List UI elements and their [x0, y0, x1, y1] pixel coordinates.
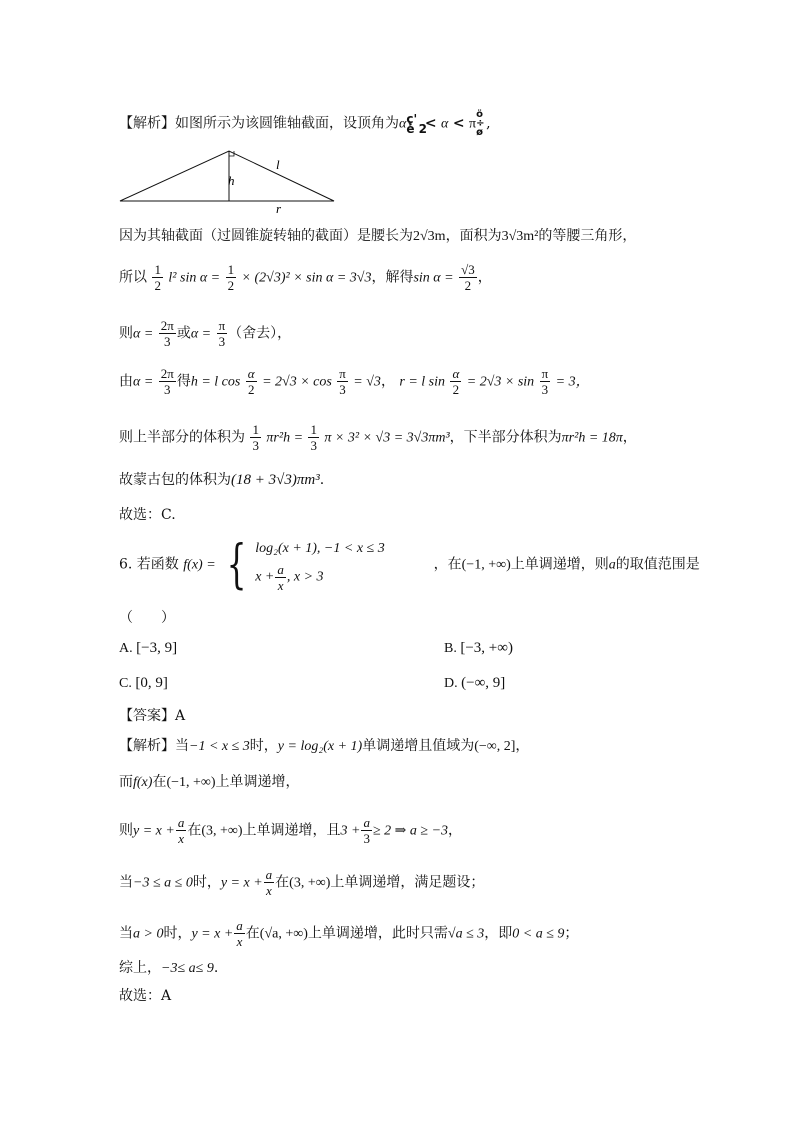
- frac-den: 2: [464, 278, 472, 293]
- frac-num: a: [177, 815, 185, 830]
- line2-text-a: 所以: [119, 269, 147, 286]
- frac-num: π: [541, 366, 549, 381]
- frac-den: 2: [247, 382, 255, 397]
- frac-a-3: [361, 815, 372, 846]
- frac-alpha-2: [246, 366, 257, 397]
- sol5-l: 0 < a ≤ 9: [512, 926, 565, 942]
- line5-math-d: πr²h =: [266, 430, 304, 446]
- sol4-g: 在: [275, 874, 290, 891]
- piecewise-function: [220, 536, 385, 593]
- line2-math-d: l² sin α =: [168, 270, 221, 286]
- case-1: log₂(x + 1), −1 < x ≤ 3: [255, 541, 385, 556]
- case2-b: , x > 3: [286, 569, 324, 585]
- option-b[interactable]: [444, 640, 513, 657]
- intro-line: [119, 110, 491, 137]
- line5-text-h: ，下半部分体积为: [449, 429, 562, 446]
- sol3-l: ，: [448, 822, 463, 839]
- frac-2pi-3-b: [159, 366, 176, 397]
- sol2-d: (−1, +∞): [166, 775, 216, 790]
- frac-num: 2π: [160, 318, 174, 333]
- line1-text-a: 因为其轴截面（过圆锥旋转轴的截面）是腰长为: [119, 228, 413, 244]
- line1-math-d: 3√3m²: [501, 229, 539, 244]
- q6-tail: ，在: [433, 556, 462, 573]
- frac-num: π: [218, 318, 226, 333]
- option-c[interactable]: [119, 675, 168, 692]
- frac-den: x: [236, 934, 243, 949]
- line4-text-m: ，: [380, 373, 395, 390]
- solution-line-7: 故选：A: [119, 988, 172, 1004]
- intro-text: 如图所示为该圆锥轴截面，设顶角为: [175, 115, 399, 132]
- option-d[interactable]: [444, 675, 505, 692]
- sol1-e: 单调递增且值域为: [362, 738, 475, 754]
- frac-den: 3: [164, 382, 171, 397]
- label-h: h: [228, 173, 235, 188]
- line4-text-a: 由: [119, 373, 133, 390]
- less-than-2: <: [452, 115, 465, 132]
- sol3-k: ≥ 2 ⇒ a ≥ −3: [372, 823, 449, 839]
- q6-tail2: 上单调递增，则: [510, 556, 609, 573]
- piecewise-cases: [255, 536, 385, 593]
- frac-den: 3: [310, 438, 317, 453]
- frac-num: π: [339, 366, 346, 381]
- alpha-symbol-2: α: [441, 116, 449, 132]
- solution-line-3: [119, 815, 462, 846]
- sol4-d: y = x +: [220, 875, 263, 891]
- para-line-5: [119, 422, 637, 453]
- case-2: [255, 562, 385, 593]
- line4-math-f: h = l cos: [190, 374, 241, 390]
- sol5-h: (√a, +∞): [259, 926, 308, 942]
- sol4-h: (3, +∞): [289, 875, 331, 891]
- frac-a-x-3: [234, 918, 245, 949]
- frac-num: a: [363, 815, 370, 830]
- line5-text-j: ，: [622, 429, 637, 446]
- analysis-tag: 【解析】: [119, 115, 175, 132]
- sol4-c: 时，: [192, 874, 221, 891]
- line6-math-b: (18 + 3√3)πm³: [231, 472, 320, 488]
- frac-pi-3: [217, 318, 228, 349]
- cone-section-figure: [118, 145, 338, 215]
- frac-den: 3: [164, 334, 171, 349]
- solution-line-6: [119, 958, 218, 979]
- sol4-a: 当: [119, 874, 133, 891]
- line3-math-b: α =: [133, 326, 154, 342]
- solution-line-4: [119, 867, 484, 898]
- sol1-a: 【解析】当: [119, 738, 189, 754]
- frac-den: 2: [154, 278, 161, 293]
- alpha-symbol: α: [399, 116, 407, 132]
- option-d-label: D.: [444, 676, 458, 691]
- line6-text-c: .: [319, 472, 325, 488]
- label-r: r: [276, 201, 282, 215]
- sol4-i: 上单调递增，满足题设；: [330, 874, 485, 891]
- sol2-a: 而: [119, 774, 133, 790]
- question-6: [119, 536, 700, 593]
- sol1-g: ，: [515, 738, 530, 754]
- line3-text-a: 则: [119, 325, 133, 342]
- case2-a: x +: [255, 569, 275, 585]
- line1-text-c: ，面积为: [445, 228, 502, 244]
- frac-num: 1: [252, 422, 259, 437]
- option-b-value: [−3, +∞): [460, 640, 513, 656]
- line3-text-e: 或: [176, 325, 191, 342]
- sol1-f: (−∞, 2]: [474, 739, 516, 754]
- sol1-b: −1 < x ≤ 3: [189, 739, 250, 754]
- sol3-e: 在: [187, 822, 202, 839]
- para-line-2: [119, 262, 492, 293]
- frac-num: a: [236, 918, 243, 933]
- frac-den: 3: [339, 382, 346, 397]
- frac-sqrt3-over-2: [459, 262, 477, 293]
- option-a[interactable]: [119, 640, 177, 657]
- frac-den: 3: [218, 334, 226, 349]
- para-line-4: [119, 366, 590, 397]
- frac-num: √3: [461, 262, 475, 277]
- option-b-label: B.: [444, 641, 457, 656]
- line3-text-i: （舍去），: [228, 325, 292, 342]
- frac-a-x-1: [176, 815, 187, 846]
- q6-interval: (−1, +∞): [461, 557, 511, 573]
- garbled-glyph: ç' è 2: [406, 111, 428, 136]
- frac-2pi-3: [159, 318, 176, 349]
- sol5-j: √a ≤ 3: [447, 926, 485, 942]
- left-brace: {: [226, 534, 247, 595]
- option-c-label: C.: [119, 676, 132, 691]
- sol5-d: y = x +: [191, 926, 234, 942]
- sol5-i: 上单调递增，此时只需: [307, 925, 448, 942]
- sol4-b: −3 ≤ a ≤ 0: [133, 875, 193, 891]
- frac-den: 3: [541, 382, 549, 397]
- answer-line: 【答案】A: [119, 708, 186, 724]
- frac-den: 3: [363, 831, 370, 846]
- sol3-a: 则: [119, 822, 133, 839]
- line4-math-t: = 3，: [555, 374, 590, 390]
- frac-num: α: [452, 366, 460, 381]
- line4-math-n: r = l sin: [399, 374, 446, 390]
- sol5-c: 时，: [163, 925, 192, 942]
- less-than-1: <: [424, 115, 437, 132]
- line1-text-e: 的等腰三角形，: [538, 228, 637, 244]
- frac-1-3: [250, 422, 261, 453]
- sol6-b: −3≤ a≤ 9: [161, 961, 214, 976]
- line4-math-i: = 2√3 × cos: [262, 374, 332, 390]
- sol3-h: 3 +: [340, 823, 361, 839]
- frac-den: 3: [252, 438, 259, 453]
- line5-math-i: πr²h = 18π: [561, 430, 623, 446]
- frac-pi-3-c: [540, 366, 551, 397]
- line3-math-f: α =: [190, 326, 212, 342]
- sol5-m: ；: [564, 925, 579, 942]
- para-line-1: [119, 226, 636, 247]
- q6-tail3: 的取值范围是: [615, 556, 700, 573]
- pi-symbol: π: [469, 116, 477, 132]
- sol3-f: (3, +∞): [201, 823, 243, 839]
- sol2-b: f(x): [133, 775, 153, 790]
- line5-text-a: 则上半部分的体积为: [119, 429, 245, 446]
- option-a-value: [−3, 9]: [136, 640, 178, 656]
- line4-math-q: = 2√3 × sin: [466, 374, 535, 390]
- line4-math-b: α =: [133, 374, 154, 390]
- frac-num: 1: [154, 262, 161, 277]
- q6-var-a: a: [608, 557, 616, 573]
- line1-math-b: 2√3m: [413, 229, 446, 244]
- sol6-c: .: [213, 960, 219, 976]
- sol1-c: 时，: [249, 738, 278, 754]
- frac-alpha-2-b: [450, 366, 461, 397]
- option-c-value: [0, 9]: [135, 675, 168, 691]
- line5-math-g: π × 3² × √3 = 3√3πm³: [324, 430, 450, 446]
- line6-text-a: 故蒙古包的体积为: [119, 472, 231, 488]
- sol5-a: 当: [119, 925, 133, 942]
- frac-pi-3-b: [337, 366, 348, 397]
- intro-comma: ,: [486, 115, 491, 132]
- sol2-e: 上单调递增，: [215, 774, 300, 790]
- solution-line-2: [119, 772, 300, 793]
- frac-den: 2: [452, 382, 460, 397]
- q6-paren: （ ）: [119, 610, 175, 626]
- sol1-d: y = log₂(x + 1): [277, 739, 363, 754]
- frac-num: a: [277, 562, 284, 577]
- sol6-a: 综上，: [119, 960, 161, 976]
- frac-a-x-2: [264, 867, 275, 898]
- garbled-glyph-2: ö ÷ ø: [476, 109, 485, 138]
- frac-den: 2: [227, 278, 235, 293]
- frac-den: x: [277, 578, 284, 593]
- frac-a-x: [275, 562, 286, 593]
- para-line-3: [119, 318, 291, 349]
- sol2-c: 在: [152, 774, 167, 790]
- frac-1-3-b: [308, 422, 319, 453]
- frac-num: 1: [310, 422, 317, 437]
- frac-num: a: [265, 867, 273, 882]
- sol3-b: y = x +: [133, 823, 175, 839]
- line2-text-l: ，: [477, 269, 492, 286]
- line4-text-e: 得: [176, 373, 191, 390]
- triangle-outline: [120, 151, 334, 201]
- sol5-g: 在: [245, 925, 260, 942]
- frac-half-2: [226, 262, 237, 293]
- sol3-g: 上单调递增，且: [242, 822, 341, 839]
- sol5-b: a > 0: [133, 926, 164, 942]
- frac-den: x: [266, 883, 272, 898]
- para-line-6: [119, 470, 324, 490]
- line2-math-i: sin α =: [413, 270, 454, 286]
- frac-half-1: [152, 262, 163, 293]
- solution-line-1: [119, 736, 529, 757]
- q6-fx: f(x) =: [183, 557, 216, 573]
- sol5-k: ，即: [484, 925, 513, 942]
- frac-den: x: [178, 831, 184, 846]
- frac-num: 2π: [160, 366, 174, 381]
- line2-math-g: × (2√3)² × sin α = 3√3: [241, 270, 372, 286]
- solution-line-5: [119, 918, 578, 949]
- line2-text-h: ，解得: [371, 269, 414, 286]
- frac-num: α: [247, 366, 255, 381]
- answer-c-line: 故选：C.: [119, 507, 176, 523]
- q6-intro: 6. 若函数: [119, 556, 179, 573]
- label-l: l: [276, 157, 280, 172]
- option-d-value: (−∞, 9]: [461, 675, 506, 691]
- option-a-label: A.: [119, 641, 133, 656]
- frac-num: 1: [227, 262, 235, 277]
- line4-math-l: = √3: [353, 374, 381, 390]
